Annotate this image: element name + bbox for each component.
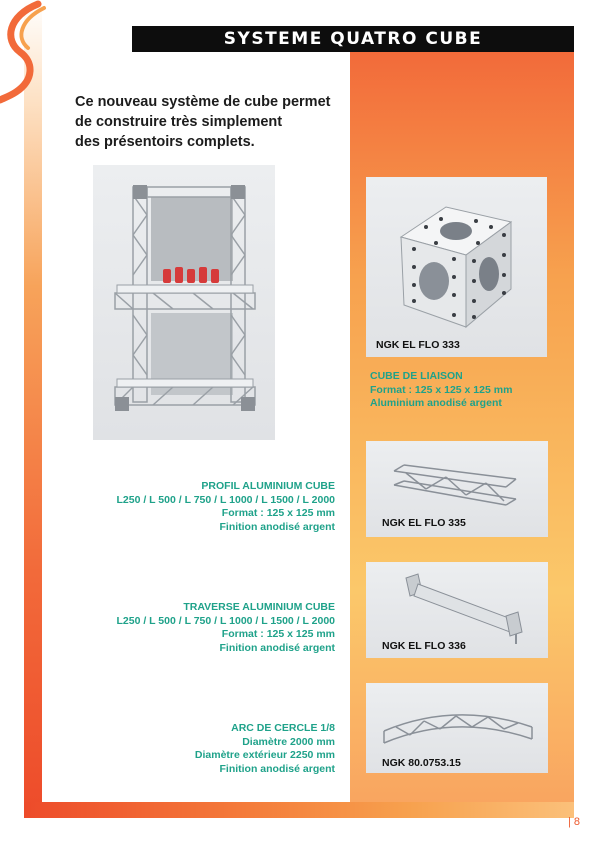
profil-photo <box>366 441 548 537</box>
intro-line: Ce nouveau système de cube permet <box>75 94 331 110</box>
product-finish: Finition anodisé argent <box>219 641 335 654</box>
product-code-profil: NGK EL FLO 335 <box>382 517 466 529</box>
profil-specs <box>116 480 335 534</box>
display-stand-photo <box>93 165 275 440</box>
product-finish: Finition anodisé argent <box>219 520 335 533</box>
product-format: Format : 125 x 125 x 125 mm <box>370 383 513 396</box>
bottom-gradient-bar <box>24 802 574 818</box>
cube-photo <box>366 177 547 357</box>
swoosh-logo-icon <box>0 0 62 108</box>
product-finish: Finition anodisé argent <box>219 762 335 775</box>
product-outer-diameter: Diamètre extérieur 2250 mm <box>194 749 335 762</box>
product-lengths: L250 / L 500 / L 750 / L 1000 / L 1500 / L 2000 <box>116 614 335 627</box>
product-finish: Aluminium anodisé argent <box>370 397 502 410</box>
product-diameter: Diamètre 2000 mm <box>242 735 335 748</box>
page-title: SYSTEME QUATRO CUBE <box>223 29 483 49</box>
cube-specs <box>370 370 512 411</box>
product-code-traverse: NGK EL FLO 336 <box>382 640 466 652</box>
product-format: Format : 125 x 125 mm <box>221 628 335 641</box>
arc-specs <box>195 722 335 776</box>
product-code-cube: NGK EL FLO 333 <box>376 339 460 351</box>
display-stand-illustration <box>93 165 275 440</box>
product-name: PROFIL ALUMINIUM CUBE <box>201 480 335 492</box>
traverse-specs <box>116 601 335 655</box>
product-lengths: L250 / L 500 / L 750 / L 1000 / L 1500 / L 2000 <box>116 493 335 506</box>
intro-text <box>75 92 350 152</box>
product-name: CUBE DE LIAISON <box>370 370 463 382</box>
traverse-photo <box>366 562 548 658</box>
title-bar <box>132 26 574 52</box>
intro-line: des présentoirs complets. <box>75 134 255 150</box>
product-code-arc: NGK 80.0753.15 <box>382 757 461 769</box>
intro-line: de construire très simplement <box>75 114 283 130</box>
cube-illustration <box>366 177 547 357</box>
product-name: ARC DE CERCLE 1/8 <box>231 722 335 734</box>
product-format: Format : 125 x 125 mm <box>221 507 335 520</box>
arc-photo <box>366 683 548 773</box>
product-name: TRAVERSE ALUMINIUM CUBE <box>183 601 335 613</box>
left-gradient-bar <box>24 0 42 818</box>
page-number: | 8 <box>568 816 581 828</box>
